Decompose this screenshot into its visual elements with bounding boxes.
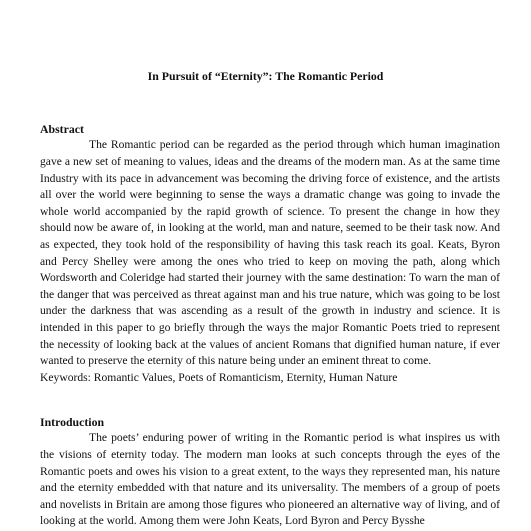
introduction-section xyxy=(40,414,500,530)
abstract-section xyxy=(40,121,500,386)
keywords-line: Keywords: Romantic Values, Poets of Romanticism, Eternity, Human Nature xyxy=(40,370,398,384)
paper-title: In Pursuit of “Eternity”: The Romantic Period xyxy=(147,69,384,83)
introduction-heading: Introduction xyxy=(40,415,105,429)
introduction-paragraph: The poets’ enduring power of writing in the Romantic period is what inspires us with the visions of eternity today. The modern man looks at such concepts through the eyes of the Romantic poets and owes his vision to a great extent, to the ways they represented man, his nature and the eternity embedded with that nature and its universality. The members of a group of poets and novelists in Britain are among those figures who pioneered an alternative way of living, and of looking at the world. Among them were John Keats, Lord Byron and Percy Bysshe xyxy=(40,431,500,528)
abstract-heading: Abstract xyxy=(40,122,84,136)
abstract-paragraph: The Romantic period can be regarded as the period through which human imagination gave a new set of meaning to values, ideas and the dreams of the modern man. As at the same time Industry with its pace in advancement was becoming the driving force of existence, and the artists all over the world were beginning to sense the ways a dramatic change was going to invade the whole world accompanied by the rapid growth of science. To present the change in how they should now be aware of, in looking at the world, man and nature, seemed to be their task now. And as expected, they took hold of the responsibility of having this task reach its goal. Keats, Byron and Percy Shelley were among the ones who tried to keep on moving the path, along which Wordsworth and Coleridge had started their journey with the same destination: To warn the man of the danger that was perceived as threat against man and his true nature, which was going to be lost under the darkness that was ascending as a result of the growth in industry and science. It is intended in this paper to go briefly through the ways the major Romantic Poets tried to represent the necessity of looking back at the values of ancient Romans that dignified human nature, if ever wanted to preserve the eternity of this nature being under an eminent threat to come. xyxy=(40,138,500,368)
